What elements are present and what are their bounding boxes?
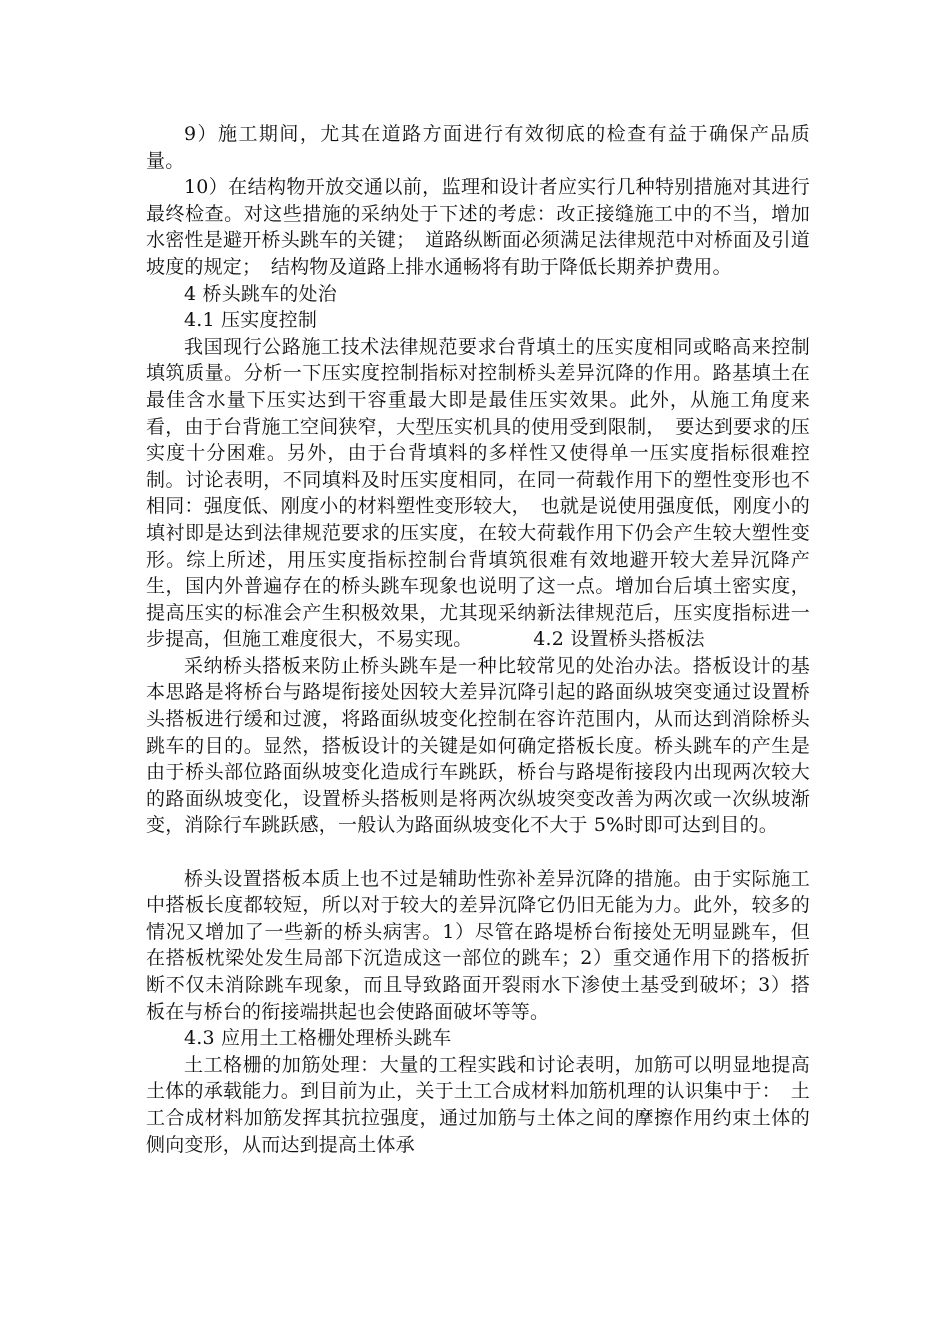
paragraph-geogrid: 土工格栅的加筋处理：大量的工程实践和讨论表明，加筋可以明显地提高土体的承载能力。到目前为止，关于土工合成材料加筋机理的认识集中于： 土工合成材料加筋发挥其抗拉强度，通过加筋与土体之间的摩擦作用约束土体的侧向变形，从而达到提高土体承 xyxy=(146,1053,810,1156)
section-heading-4-3: 4.3 应用土工格栅处理桥头跳车 xyxy=(184,1027,452,1050)
paragraph-item-10: 10）在结构物开放交通以前，监理和设计者应实行几种特别措施对其进行最终检查。对这些措施的采纳处于下述的考虑：改正接缝施工中的不当，增加水密性是避开桥头跳车的关键； 道路纵断面必须满足法律规范中对桥面及引道坡度的规定； 结构物及道路上排水通畅将有助于降低长期养护费用。 xyxy=(146,176,810,278)
section-heading-4-1: 4.1 压实度控制 xyxy=(184,309,318,332)
paragraph-approach-slab-limits: 桥头设置搭板本质上也不过是辅助性弥补差异沉降的措施。由于实际施工中搭板长度都较短，所以对于较大的差异沉降它仍旧无能为力。此外，较多的情况又增加了一些新的桥头病害。1）尽管在路堤桥台衔接处无明显跳车，但在搭板枕梁处发生局部下沉造成这一部位的跳车；2）重交通作用下的搭板折断不仅未消除跳车现象，而且导致路面开裂雨水下渗使土基受到破坏；3）搭板在与桥台的衔接端拱起也会使路面破坏等等。 xyxy=(146,867,810,1023)
paragraph-compaction-control xyxy=(146,334,810,653)
section-heading-4-2: 4.2 设置桥头搭板法 xyxy=(533,628,705,651)
section-heading-4: 4 桥头跳车的处治 xyxy=(184,282,337,305)
paragraph-approach-slab: 采纳桥头搭板来防止桥头跳车是一种比较常见的处治办法。搭板设计的基本思路是将桥台与路堤衔接处因较大差异沉降引起的路面纵坡突变通过设置桥头搭板进行缓和过渡，将路面纵坡变化控制在容许范围内，从而达到消除桥头跳车的目的。显然，搭板设计的关键是如何确定搭板长度。桥头跳车的产生是由于桥头部位路面纵坡变化造成行车跳跃，桥台与路堤衔接段内出现两次较大的路面纵坡变化，设置桥头搭板则是将两次纵坡突变改善为两次或一次纵坡渐变，消除行车跳跃感，一般认为路面纵坡变化不大于 5%时即可达到目的。 xyxy=(146,654,810,837)
blank-line xyxy=(146,839,810,866)
paragraph-item-9: 9）施工期间，尤其在道路方面进行有效彻底的检查有益于确保产品质量。 xyxy=(146,123,810,172)
paragraph-compaction-text: 我国现行公路施工技术法律规范要求台背填土的压实度相同或略高来控制填筑质量。分析一下压实度控制指标对控制桥头差异沉降的作用。路基填土在最佳含水量下压实达到干容重最大即是最佳压实效果。此外，从施工角度来看，由于台背施工空间狭窄，大型压实机具的使用受到限制， 要达到要求的压实度十分困难。另外，由于台背填料的多样性又使得单一压实度指标很难控制。讨论表明，不同填料及时压实度相同，在同一荷载作用下的塑性变形也不相同：强度低、刚度小的材料塑性变形较大， 也就是说使用强度低，刚度小的填衬即是达到法律规范要求的压实度，在较大荷载作用下仍会产生较大塑性变形。综上所述，用压实度指标控制台背填筑很难有效地避开较大差异沉降产生，国内外普遍存在的桥头跳车现象也说明了这一点。增加台后填土密实度，提高压实的标准会产生积极效果，尤其现采纳新法律规范后，压实度指标进一步提高，但施工难度很大，不易实现。 xyxy=(146,335,810,651)
document-page xyxy=(146,121,810,1158)
